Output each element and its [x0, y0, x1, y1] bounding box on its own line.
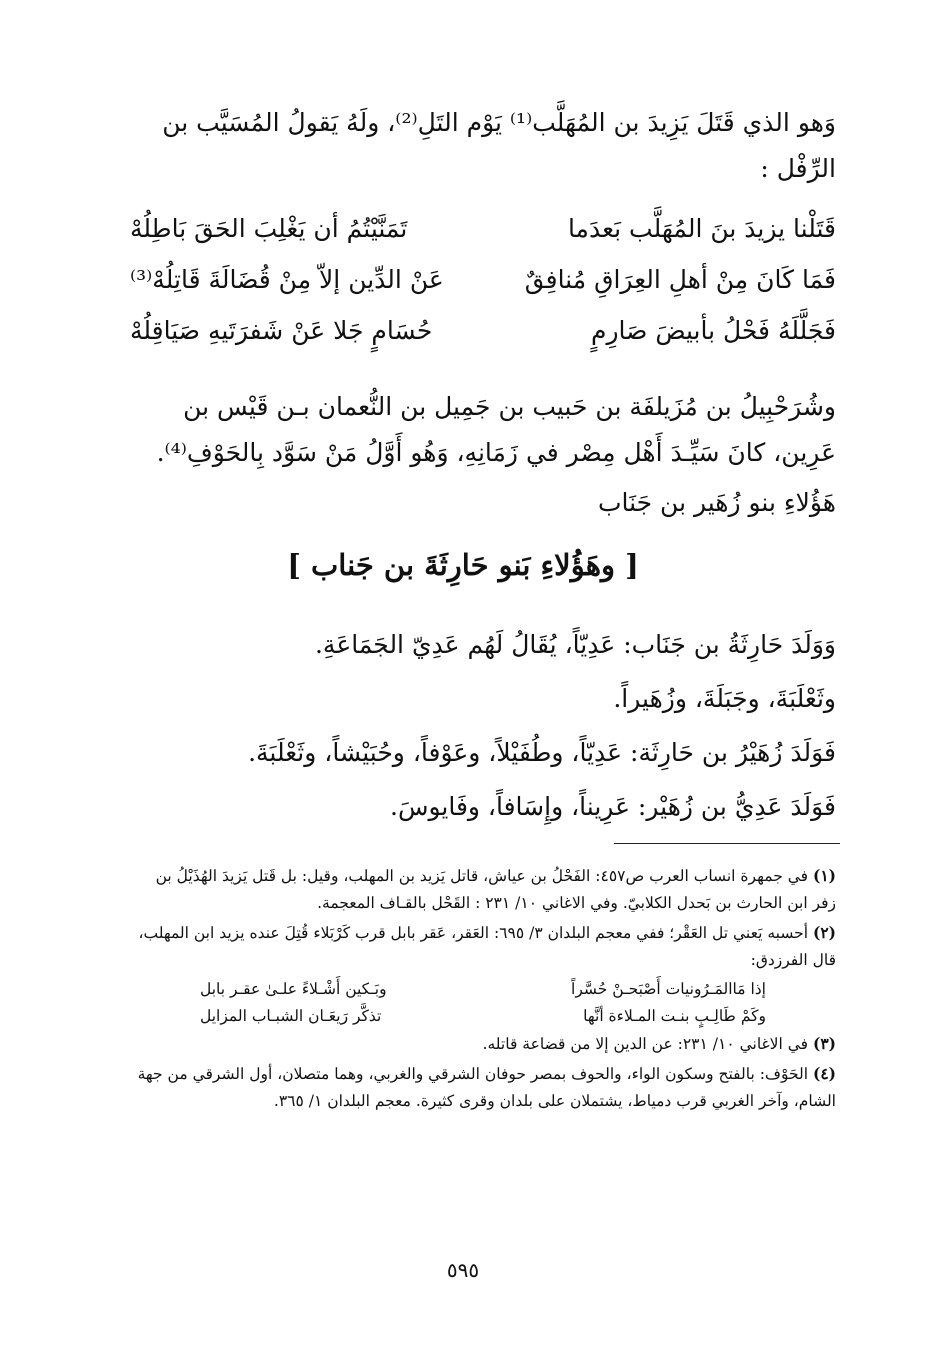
footnote-verse-second: وبَـكين أَشْـلاءً علـىٰ عقـر بابل [200, 980, 387, 998]
verse-first-hemistich: فَجَلَّلَهُ فَحْلُ بأبيضَ صَارِمٍ [590, 316, 836, 345]
footnote-number: (٤) [812, 1064, 836, 1083]
genealogy-line: فَوَلَدَ عَدِيُّ بن زُهَيْر: عَرِيناً، وإِسَافاً، وفَايوسَ. [390, 792, 836, 821]
footnote-verse-first: إذا مَاالمَـرُونيات أَصْبَحـنْ حُسَّراً [571, 980, 766, 998]
footnote-verse [130, 976, 836, 1003]
verse-second-hemistich: عَنْ الدِّين إلاّ مِنْ قُضَالَةَ قَاتِلُهْ⁽³⁾ [130, 265, 444, 294]
footnote-1 [130, 862, 836, 917]
subline: هَؤُلاءِ بنو زُهَير بن جَنَاب [597, 488, 836, 517]
footnote-number: (٣) [812, 1034, 836, 1053]
footnote-verse [130, 1003, 836, 1030]
verse-first-hemistich: قَتَلْنا يزيدَ بنَ المُهَلَّب بَعدَما [567, 214, 836, 243]
genealogy-line: فَوَلَدَ زُهَيْرُ بن حَارِثَة: عَدِيّاً، وطُفَيْلاً، وعَوْفاً، وحُبَيْشاً، وثَعْلَبَةَ. [248, 738, 836, 767]
footnote-4 [130, 1060, 836, 1115]
genealogy-line: وثَعْلَبَةَ، وجَبَلَةَ، وزُهَيراً. [613, 684, 836, 713]
footnote-text: في جمهرة انساب العرب ص٤٥٧: الفَحْلُ بن عياش، قاتل يَزيد بن المهلب، وقيل: بل قَتل يَزيدَ الهُذَيْلُ بن زفر ابن الحارث بن بَحدل الكلابيّ. وفي الاغاني ١٠/ ٢٣١ : القَحْل بالقـاف المعجمة. [155, 867, 836, 912]
footnote-separator [614, 843, 840, 844]
footnote-text: أحسبه يَعني تل العَقْر؛ ففي معجم البلدان ٣/ ٦٩٥: العَقر، عَقر بابل قرب كَرْبَلاء قُتِلَ عنده يزيد ابن المهلب، قال الفرزدق: [138, 924, 836, 969]
footnote-2 [130, 919, 836, 974]
verse-first-hemistich: فَمَا كَانَ مِنْ أهلِ العِرَاقِ مُنافِقٌ [524, 265, 836, 294]
genealogy-lines [130, 618, 836, 834]
footnotes [130, 862, 836, 1117]
footnote-number: (٢) [812, 923, 836, 942]
second-paragraph: وشُرَحْبِيلُ بن مُزَيلفَة بن حَبيب بن جَمِيل بن النُّعمان بـن قَيْس بن عَرِين، كانَ سَيِّـدَ أَهْل مِصْر في زَمَانِهِ، وَهُو أَوَّلُ مَنْ سَوَّد بِالحَوْفِ⁽⁴⁾. [156, 392, 836, 467]
footnote-text: في الاغاني ١٠/ ٢٣١: عن الدين إلا من قضاعة قاتله. [482, 1035, 809, 1053]
footnote-text: الحَوْف: بالفتح وسكون الواء، والحوف بمصر حوفان الشرقي والغربي، وهما متصلان، أول الشرقي من جهة الشام، وآخر الغربي قرب دمياط، يشتملان على بلدان وقرى كثيرة. معجم البلدان ١/ ٣٦٥. [137, 1065, 836, 1110]
footnote-verse-first: وكَمْ طَالِـبٍ بنـت المـلاءة أنَّها [583, 1007, 766, 1025]
intro-paragraph: وَهو الذي قَتَلَ يَزِيدَ بن المُهَلَّب⁽¹⁾ يَوْم التَلِ⁽²⁾، ولَهُ يَقولُ المُسَيَّب بن الرِّفْل : [162, 108, 836, 183]
verse-second-hemistich: تَمَنَّيْتُمُ أن يَغْلِبَ الحَقَ بَاطِلُهْ [130, 214, 408, 243]
poem-verse [130, 265, 836, 316]
section-heading: [ وهَؤُلاءِ بَنو حَارِثَةَ بن جَناب ] [287, 548, 639, 582]
footnote-verse-second: تذكَّر رَيعَـان الشبـاب المزايل [200, 1007, 382, 1025]
poem [130, 214, 836, 367]
verse-second-hemistich: حُسَامٍ جَلا عَنْ شَفرَتَيهِ صَيَاقِلُهْ [130, 316, 433, 345]
page-number: ٥٩٥ [446, 1258, 480, 1282]
genealogy-line: وَوَلَدَ حَارِثَةُ بن جَنَاب: عَدِيّاً، يُقَالُ لَهُم عَدِيّ الجَمَاعَةِ. [314, 630, 836, 659]
poem-verse [130, 316, 836, 367]
footnote-3 [130, 1030, 836, 1058]
footnote-number: (١) [812, 866, 836, 885]
poem-verse [130, 214, 836, 265]
